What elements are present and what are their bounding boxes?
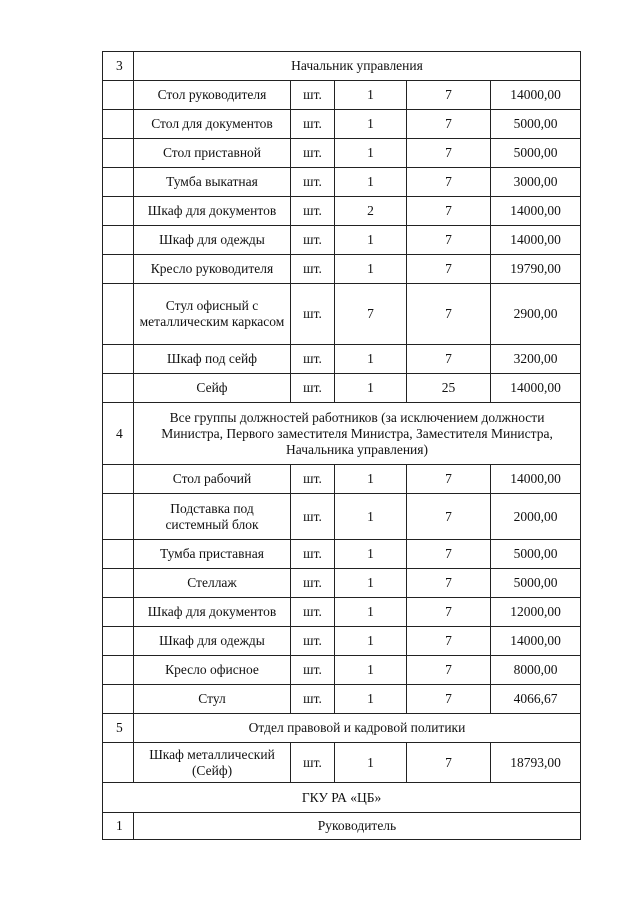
empty-cell [103,685,134,714]
cell-price: 3200,00 [491,345,581,374]
cell-years: 7 [407,627,491,656]
empty-cell [103,598,134,627]
table-row [103,598,581,627]
table-row [103,168,581,197]
cell-unit: шт. [291,540,335,569]
cell-unit: шт. [291,374,335,403]
table-row [103,255,581,284]
cell-qty: 1 [335,656,407,685]
section-number: 3 [103,52,134,81]
empty-cell [103,139,134,168]
cell-years: 7 [407,226,491,255]
cell-qty: 1 [335,110,407,139]
empty-cell [103,345,134,374]
cell-years: 7 [407,598,491,627]
cell-price: 14000,00 [491,197,581,226]
table-row [103,374,581,403]
cell-qty: 1 [335,465,407,494]
section-row [103,403,581,465]
cell-qty: 1 [335,569,407,598]
table-row [103,284,581,345]
cell-name: Кресло офисное [134,656,291,685]
cell-name: Шкаф для документов [134,598,291,627]
cell-qty: 1 [335,685,407,714]
table-row [103,627,581,656]
cell-price: 18793,00 [491,743,581,783]
cell-unit: шт. [291,569,335,598]
empty-cell [103,81,134,110]
empty-cell [103,656,134,685]
cell-unit: шт. [291,598,335,627]
section-row [103,52,581,81]
cell-price: 14000,00 [491,374,581,403]
cell-years: 7 [407,345,491,374]
cell-years: 7 [407,685,491,714]
cell-name: Стол приставной [134,139,291,168]
empty-cell [103,374,134,403]
cell-unit: шт. [291,110,335,139]
empty-cell [103,110,134,139]
table-row [103,345,581,374]
table-row [103,743,581,783]
cell-price: 12000,00 [491,598,581,627]
cell-unit: шт. [291,494,335,540]
table-row [103,569,581,598]
cell-price: 3000,00 [491,168,581,197]
cell-unit: шт. [291,465,335,494]
table-row [103,656,581,685]
table-row [103,110,581,139]
cell-name: Сейф [134,374,291,403]
cell-years: 7 [407,255,491,284]
cell-qty: 2 [335,197,407,226]
section-title: Начальник управления [134,52,581,81]
cell-qty: 1 [335,255,407,284]
cell-years: 7 [407,197,491,226]
cell-qty: 7 [335,284,407,345]
cell-unit: шт. [291,168,335,197]
cell-qty: 1 [335,598,407,627]
cell-name: Шкаф под сейф [134,345,291,374]
cell-years: 7 [407,743,491,783]
section-title: Руководитель [134,813,581,840]
cell-years: 7 [407,656,491,685]
cell-unit: шт. [291,197,335,226]
cell-qty: 1 [335,345,407,374]
cell-price: 2900,00 [491,284,581,345]
cell-years: 7 [407,569,491,598]
table-row [103,81,581,110]
cell-years: 25 [407,374,491,403]
cell-name: Стол для документов [134,110,291,139]
cell-unit: шт. [291,685,335,714]
cell-name: Стул офисный с металлическим каркасом [134,284,291,345]
cell-price: 14000,00 [491,465,581,494]
empty-cell [103,465,134,494]
cell-price: 5000,00 [491,569,581,598]
cell-qty: 1 [335,139,407,168]
table-row [103,540,581,569]
cell-price: 19790,00 [491,255,581,284]
cell-price: 8000,00 [491,656,581,685]
cell-unit: шт. [291,255,335,284]
cell-name: Стол руководителя [134,81,291,110]
table-row [103,226,581,255]
cell-unit: шт. [291,345,335,374]
cell-name: Кресло руководителя [134,255,291,284]
empty-cell [103,494,134,540]
cell-qty: 1 [335,81,407,110]
cell-unit: шт. [291,656,335,685]
cell-unit: шт. [291,226,335,255]
cell-years: 7 [407,284,491,345]
cell-price: 14000,00 [491,81,581,110]
cell-name: Шкаф для одежды [134,627,291,656]
table-row [103,685,581,714]
table-row [103,494,581,540]
cell-qty: 1 [335,494,407,540]
cell-unit: шт. [291,81,335,110]
cell-name: Шкаф для документов [134,197,291,226]
section-number: 5 [103,714,134,743]
section-title: Все группы должностей работников (за исключением должности Министра, Первого заместителя Министра, Заместителя Министра, Начальника управления) [134,403,581,465]
furniture-norms-table [102,51,581,840]
empty-cell [103,284,134,345]
cell-price: 5000,00 [491,139,581,168]
empty-cell [103,540,134,569]
cell-qty: 1 [335,743,407,783]
cell-years: 7 [407,168,491,197]
cell-price: 5000,00 [491,110,581,139]
empty-cell [103,226,134,255]
empty-cell [103,168,134,197]
org-heading: ГКУ РА «ЦБ» [103,783,581,813]
cell-unit: шт. [291,627,335,656]
section-row [103,813,581,840]
table-row [103,139,581,168]
section-number: 4 [103,403,134,465]
cell-name: Стул [134,685,291,714]
cell-years: 7 [407,110,491,139]
cell-price: 2000,00 [491,494,581,540]
empty-cell [103,197,134,226]
cell-qty: 1 [335,226,407,255]
cell-name: Стеллаж [134,569,291,598]
cell-years: 7 [407,81,491,110]
cell-price: 4066,67 [491,685,581,714]
table-body [103,52,581,840]
empty-cell [103,627,134,656]
cell-name: Стол рабочий [134,465,291,494]
section-number: 1 [103,813,134,840]
cell-price: 14000,00 [491,627,581,656]
table-row [103,465,581,494]
section-row [103,714,581,743]
cell-qty: 1 [335,627,407,656]
cell-qty: 1 [335,374,407,403]
cell-years: 7 [407,540,491,569]
cell-name: Подставка под системный блок [134,494,291,540]
cell-qty: 1 [335,168,407,197]
cell-name: Шкаф металлический (Сейф) [134,743,291,783]
cell-years: 7 [407,465,491,494]
cell-name: Шкаф для одежды [134,226,291,255]
cell-name: Тумба выкатная [134,168,291,197]
cell-price: 5000,00 [491,540,581,569]
empty-cell [103,569,134,598]
cell-years: 7 [407,139,491,168]
cell-unit: шт. [291,743,335,783]
cell-name: Тумба приставная [134,540,291,569]
cell-years: 7 [407,494,491,540]
empty-cell [103,743,134,783]
table-row [103,197,581,226]
section-title: Отдел правовой и кадровой политики [134,714,581,743]
org-row [103,783,581,813]
empty-cell [103,255,134,284]
cell-unit: шт. [291,139,335,168]
cell-unit: шт. [291,284,335,345]
cell-qty: 1 [335,540,407,569]
cell-price: 14000,00 [491,226,581,255]
